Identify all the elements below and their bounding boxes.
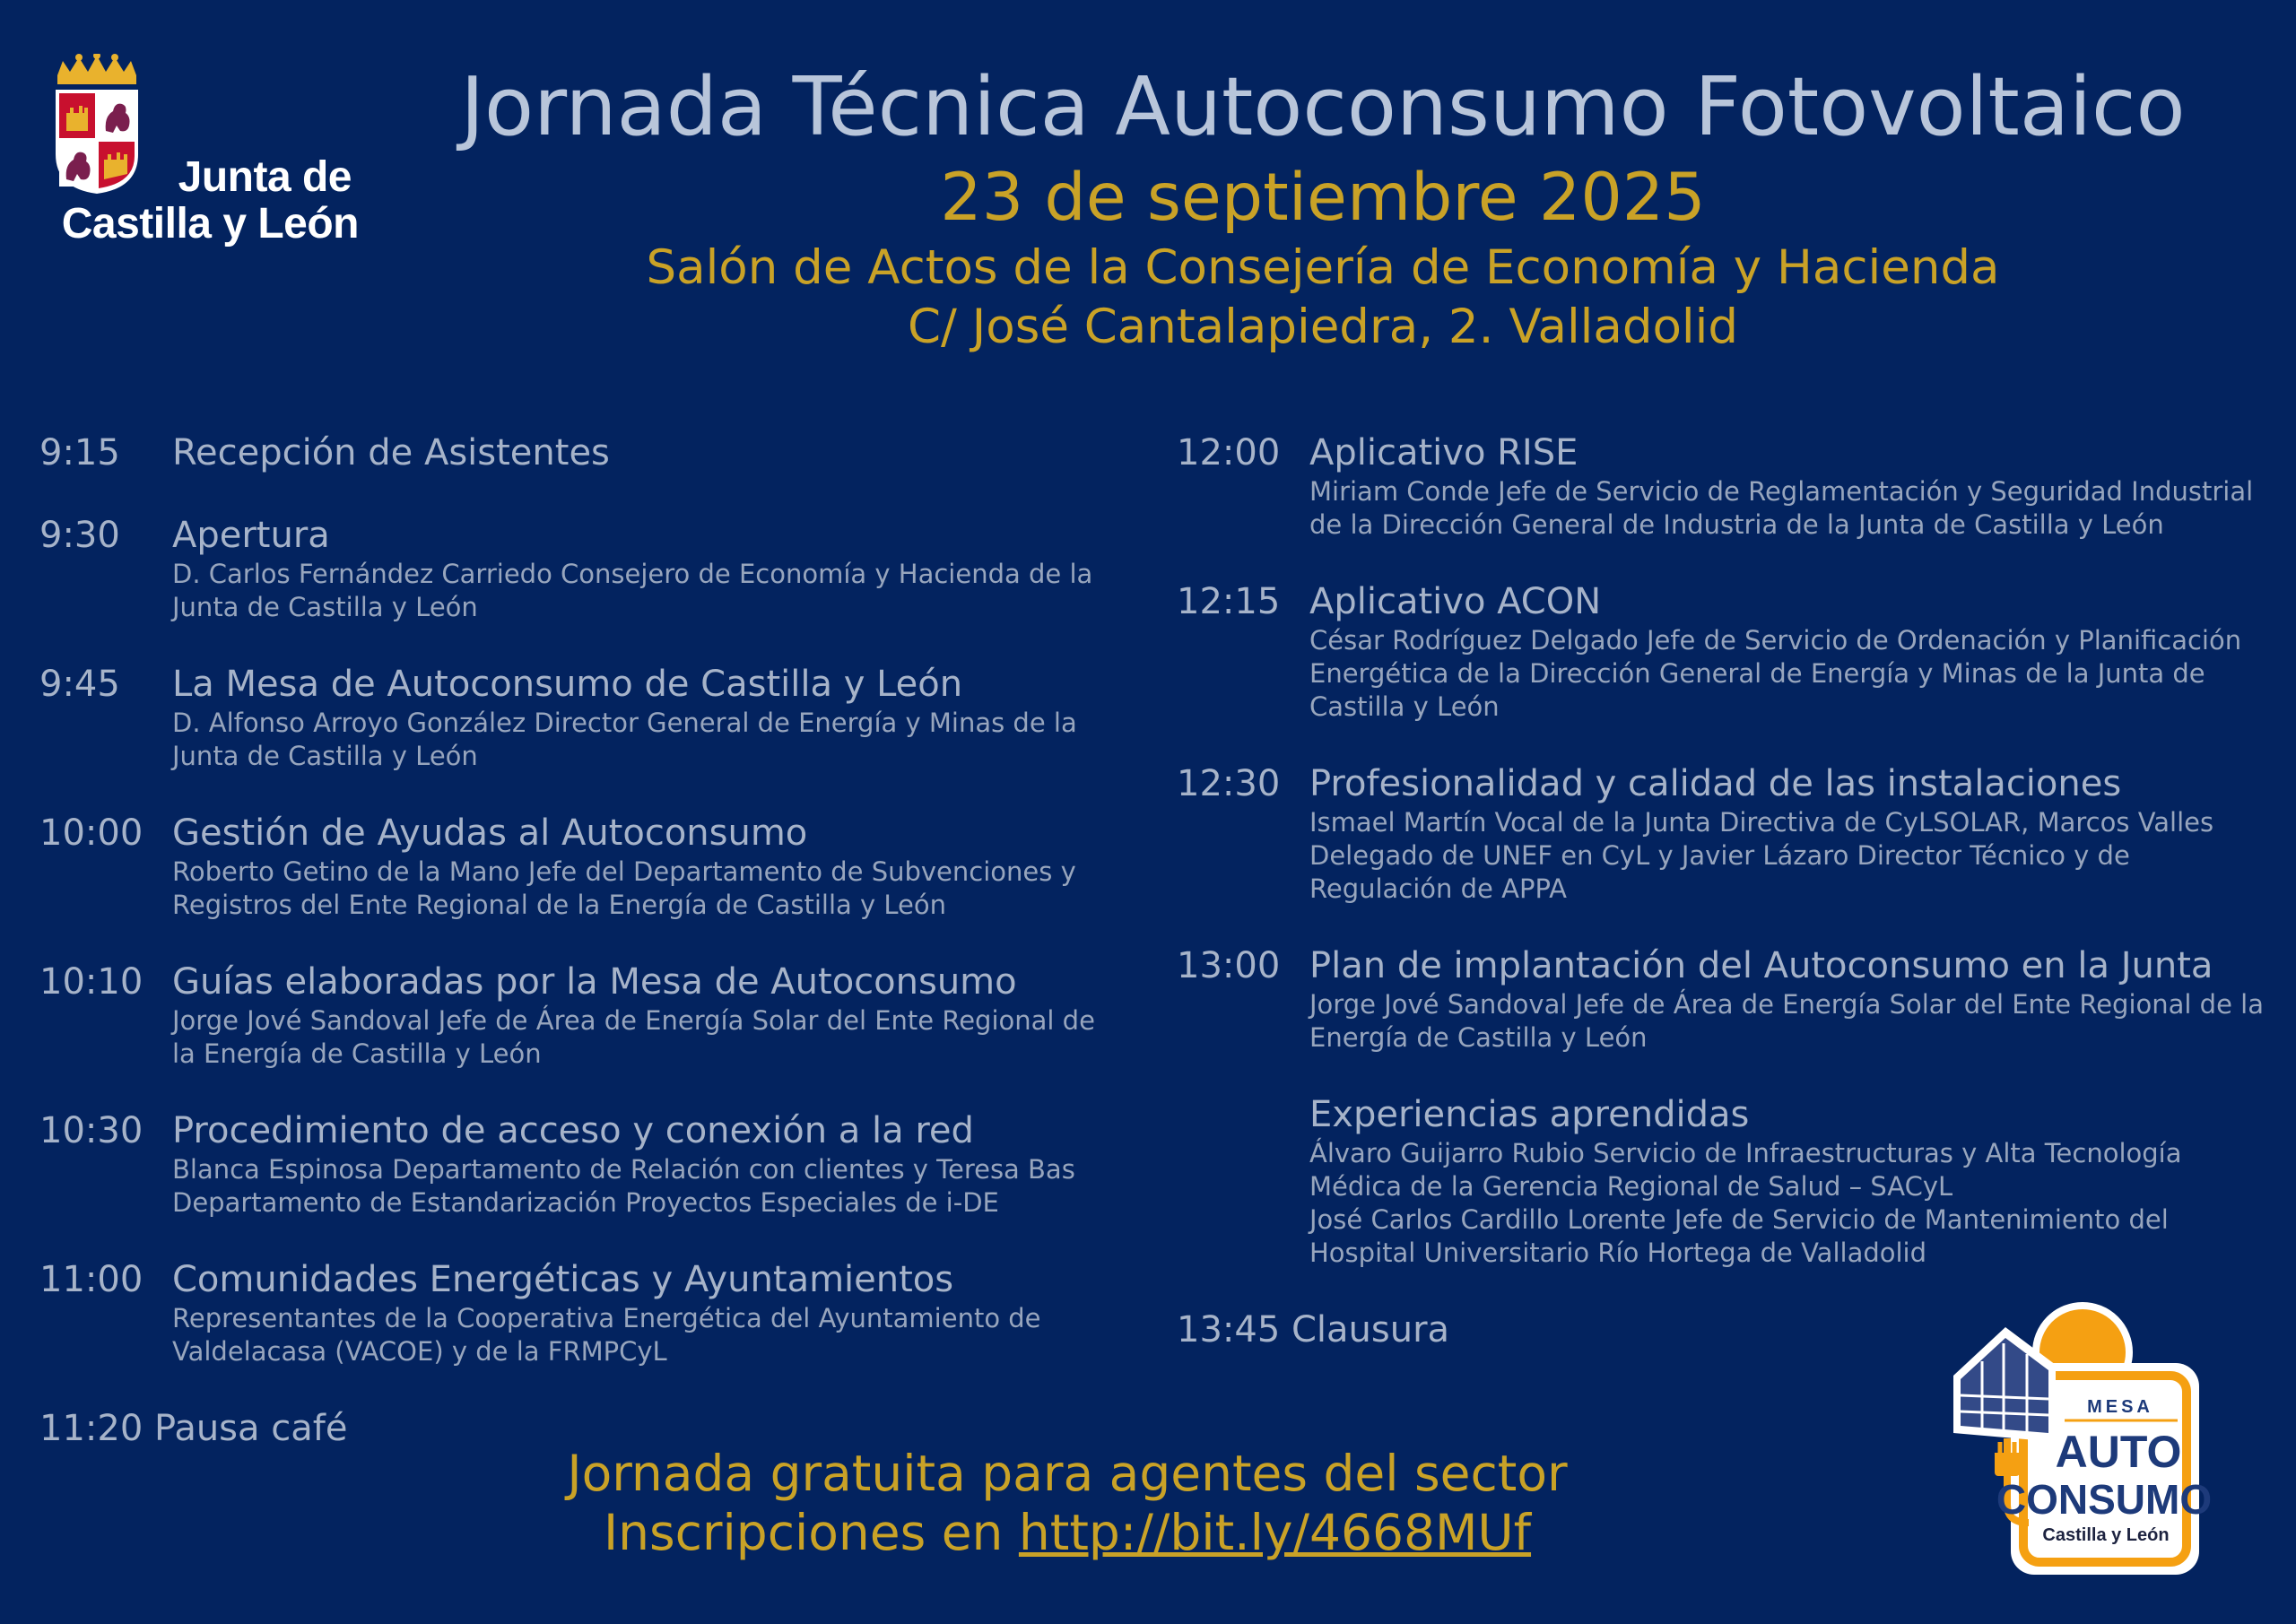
agenda-item [1177, 943, 2271, 1055]
agenda-title: Experiencias aprendidas [1309, 1094, 1750, 1135]
agenda-item-experiencias [1177, 1092, 2271, 1270]
agenda-title: Plan de implantación del Autoconsumo en la Junta [1309, 945, 2213, 986]
agenda-speaker: Blanca Espinosa Departamento de Relación con clientes y Teresa Bas Departamento de Estandarización Proyectos Especiales de i-DE [172, 1154, 1075, 1218]
agenda-title: Aplicativo ACON [1309, 581, 1602, 622]
agenda-item [1177, 761, 2271, 906]
agenda-speaker: César Rodríguez Delgado Jefe de Servicio de Ordenación y Planificación Energética de la Dirección General de Energía y Minas de la Junta de Castilla y León [1309, 625, 2242, 722]
free-event-note: Jornada gratuita para agentes del sector [567, 1445, 1568, 1502]
org-name-line2: Castilla y León [61, 200, 359, 248]
agenda-item [39, 1108, 1125, 1220]
agenda-item [39, 960, 1125, 1071]
agenda-title: Guías elaboradas por la Mesa de Autoconsumo [172, 961, 1017, 1003]
registration-link[interactable]: http://bit.ly/4668MUf [1018, 1504, 1532, 1561]
agenda-title: Gestión de Ayudas al Autoconsumo [172, 812, 808, 854]
agenda-title: Procedimiento de acceso y conexión a la red [172, 1110, 974, 1151]
agenda-time: 12:30 [1177, 763, 1281, 804]
agenda-time: 12:00 [1177, 432, 1281, 473]
coffee-break: 11:20 Pausa café [39, 1408, 348, 1449]
closing: 13:45 Clausura [1177, 1309, 1450, 1350]
agenda-item [1177, 430, 2271, 542]
agenda-item [39, 430, 1125, 475]
agenda-time: 12:15 [1177, 581, 1281, 622]
agenda-item [39, 811, 1125, 922]
agenda-speaker: José Carlos Cardillo Lorente Jefe de Servicio de Mantenimiento del Hospital Universitario Río Hortega de Valladolid [1309, 1204, 2169, 1268]
agenda-item [39, 513, 1125, 624]
agenda-time: 11:00 [39, 1259, 144, 1300]
region-label: Castilla y León [2042, 1525, 2170, 1545]
agenda-speaker: Miriam Conde Jefe de Servicio de Reglamentación y Seguridad Industrial de la Dirección General de Industria de la Junta de Castilla y León [1309, 476, 2254, 540]
registration-prefix: Inscripciones en [603, 1504, 1019, 1561]
agenda-item [39, 662, 1125, 773]
agenda-title: Profesionalidad y calidad de las instalaciones [1309, 763, 2122, 804]
agenda-time: 9:45 [39, 664, 120, 705]
agenda-title: Comunidades Energéticas y Ayuntamientos [172, 1259, 954, 1300]
auto-label: AUTO [2055, 1427, 2182, 1477]
event-venue [386, 239, 2260, 357]
agenda-title: Recepción de Asistentes [172, 432, 610, 473]
agenda-title: La Mesa de Autoconsumo de Castilla y León [172, 664, 963, 705]
agenda-speaker: Jorge Jové Sandoval Jefe de Área de Energía Solar del Ente Regional de la Energía de Castilla y León [1309, 989, 2264, 1053]
agenda-time: 9:15 [39, 432, 120, 473]
junta-castilla-leon-logo [25, 54, 359, 253]
agenda-title: Aplicativo RISE [1309, 432, 1578, 473]
agenda-time: 13:00 [1177, 945, 1281, 986]
agenda-speaker: Álvaro Guijarro Rubio Servicio de Infraestructuras y Alta Tecnología Médica de la Gerencia Regional de Salud – SACyL [1309, 1138, 2182, 1202]
agenda-speaker: D. Carlos Fernández Carriedo Consejero de Economía y Hacienda de la Junta de Castilla y León [172, 559, 1093, 622]
agenda-left-column [39, 430, 1125, 1489]
agenda-time: 10:30 [39, 1110, 144, 1151]
mesa-label: MESA [2087, 1397, 2153, 1417]
event-date: 23 de septiembre 2025 [940, 160, 1706, 236]
agenda-speaker: Representantes de la Cooperativa Energética del Ayuntamiento de Valdelacasa (VACOE) y de la FRMPCyL [172, 1303, 1041, 1367]
agenda-time: 10:00 [39, 812, 144, 854]
agenda-speaker: Ismael Martín Vocal de la Junta Directiva de CyLSOLAR, Marcos Valles Delegado de UNEF en CyL y Javier Lázaro Director Técnico y de Regulación de APPA [1309, 807, 2214, 904]
agenda-speaker: Jorge Jové Sandoval Jefe de Área de Energía Solar del Ente Regional de la Energía de Castilla y León [172, 1005, 1095, 1069]
agenda-speaker: D. Alfonso Arroyo González Director General de Energía y Minas de la Junta de Castilla y León [172, 708, 1077, 771]
agenda-title: Apertura [172, 515, 330, 556]
agenda-speaker: Roberto Getino de la Mano Jefe del Departamento de Subvenciones y Registros del Ente Regional de la Energía de Castilla y León [172, 856, 1076, 920]
registration-footer [395, 1444, 1740, 1562]
agenda-right-column [1177, 430, 2271, 1390]
agenda-item [39, 1257, 1125, 1368]
agenda-time: 9:30 [39, 515, 120, 556]
agenda-item [1177, 579, 2271, 724]
agenda-time: 10:10 [39, 961, 144, 1003]
venue-line1: Salón de Actos de la Consejería de Economía y Hacienda [646, 240, 2000, 295]
registration-line [395, 1503, 1740, 1562]
venue-line2: C/ José Cantalapiedra, 2. Valladolid [907, 300, 1739, 354]
org-name-line1: Junta de [178, 153, 352, 201]
event-title: Jornada Técnica Autoconsumo Fotovoltaico [460, 60, 2186, 154]
mesa-autoconsumo-emblem [1948, 1298, 2235, 1585]
mesa-autoconsumo-logo [1948, 1298, 2235, 1585]
consumo-label: CONSUMO [1996, 1476, 2213, 1523]
